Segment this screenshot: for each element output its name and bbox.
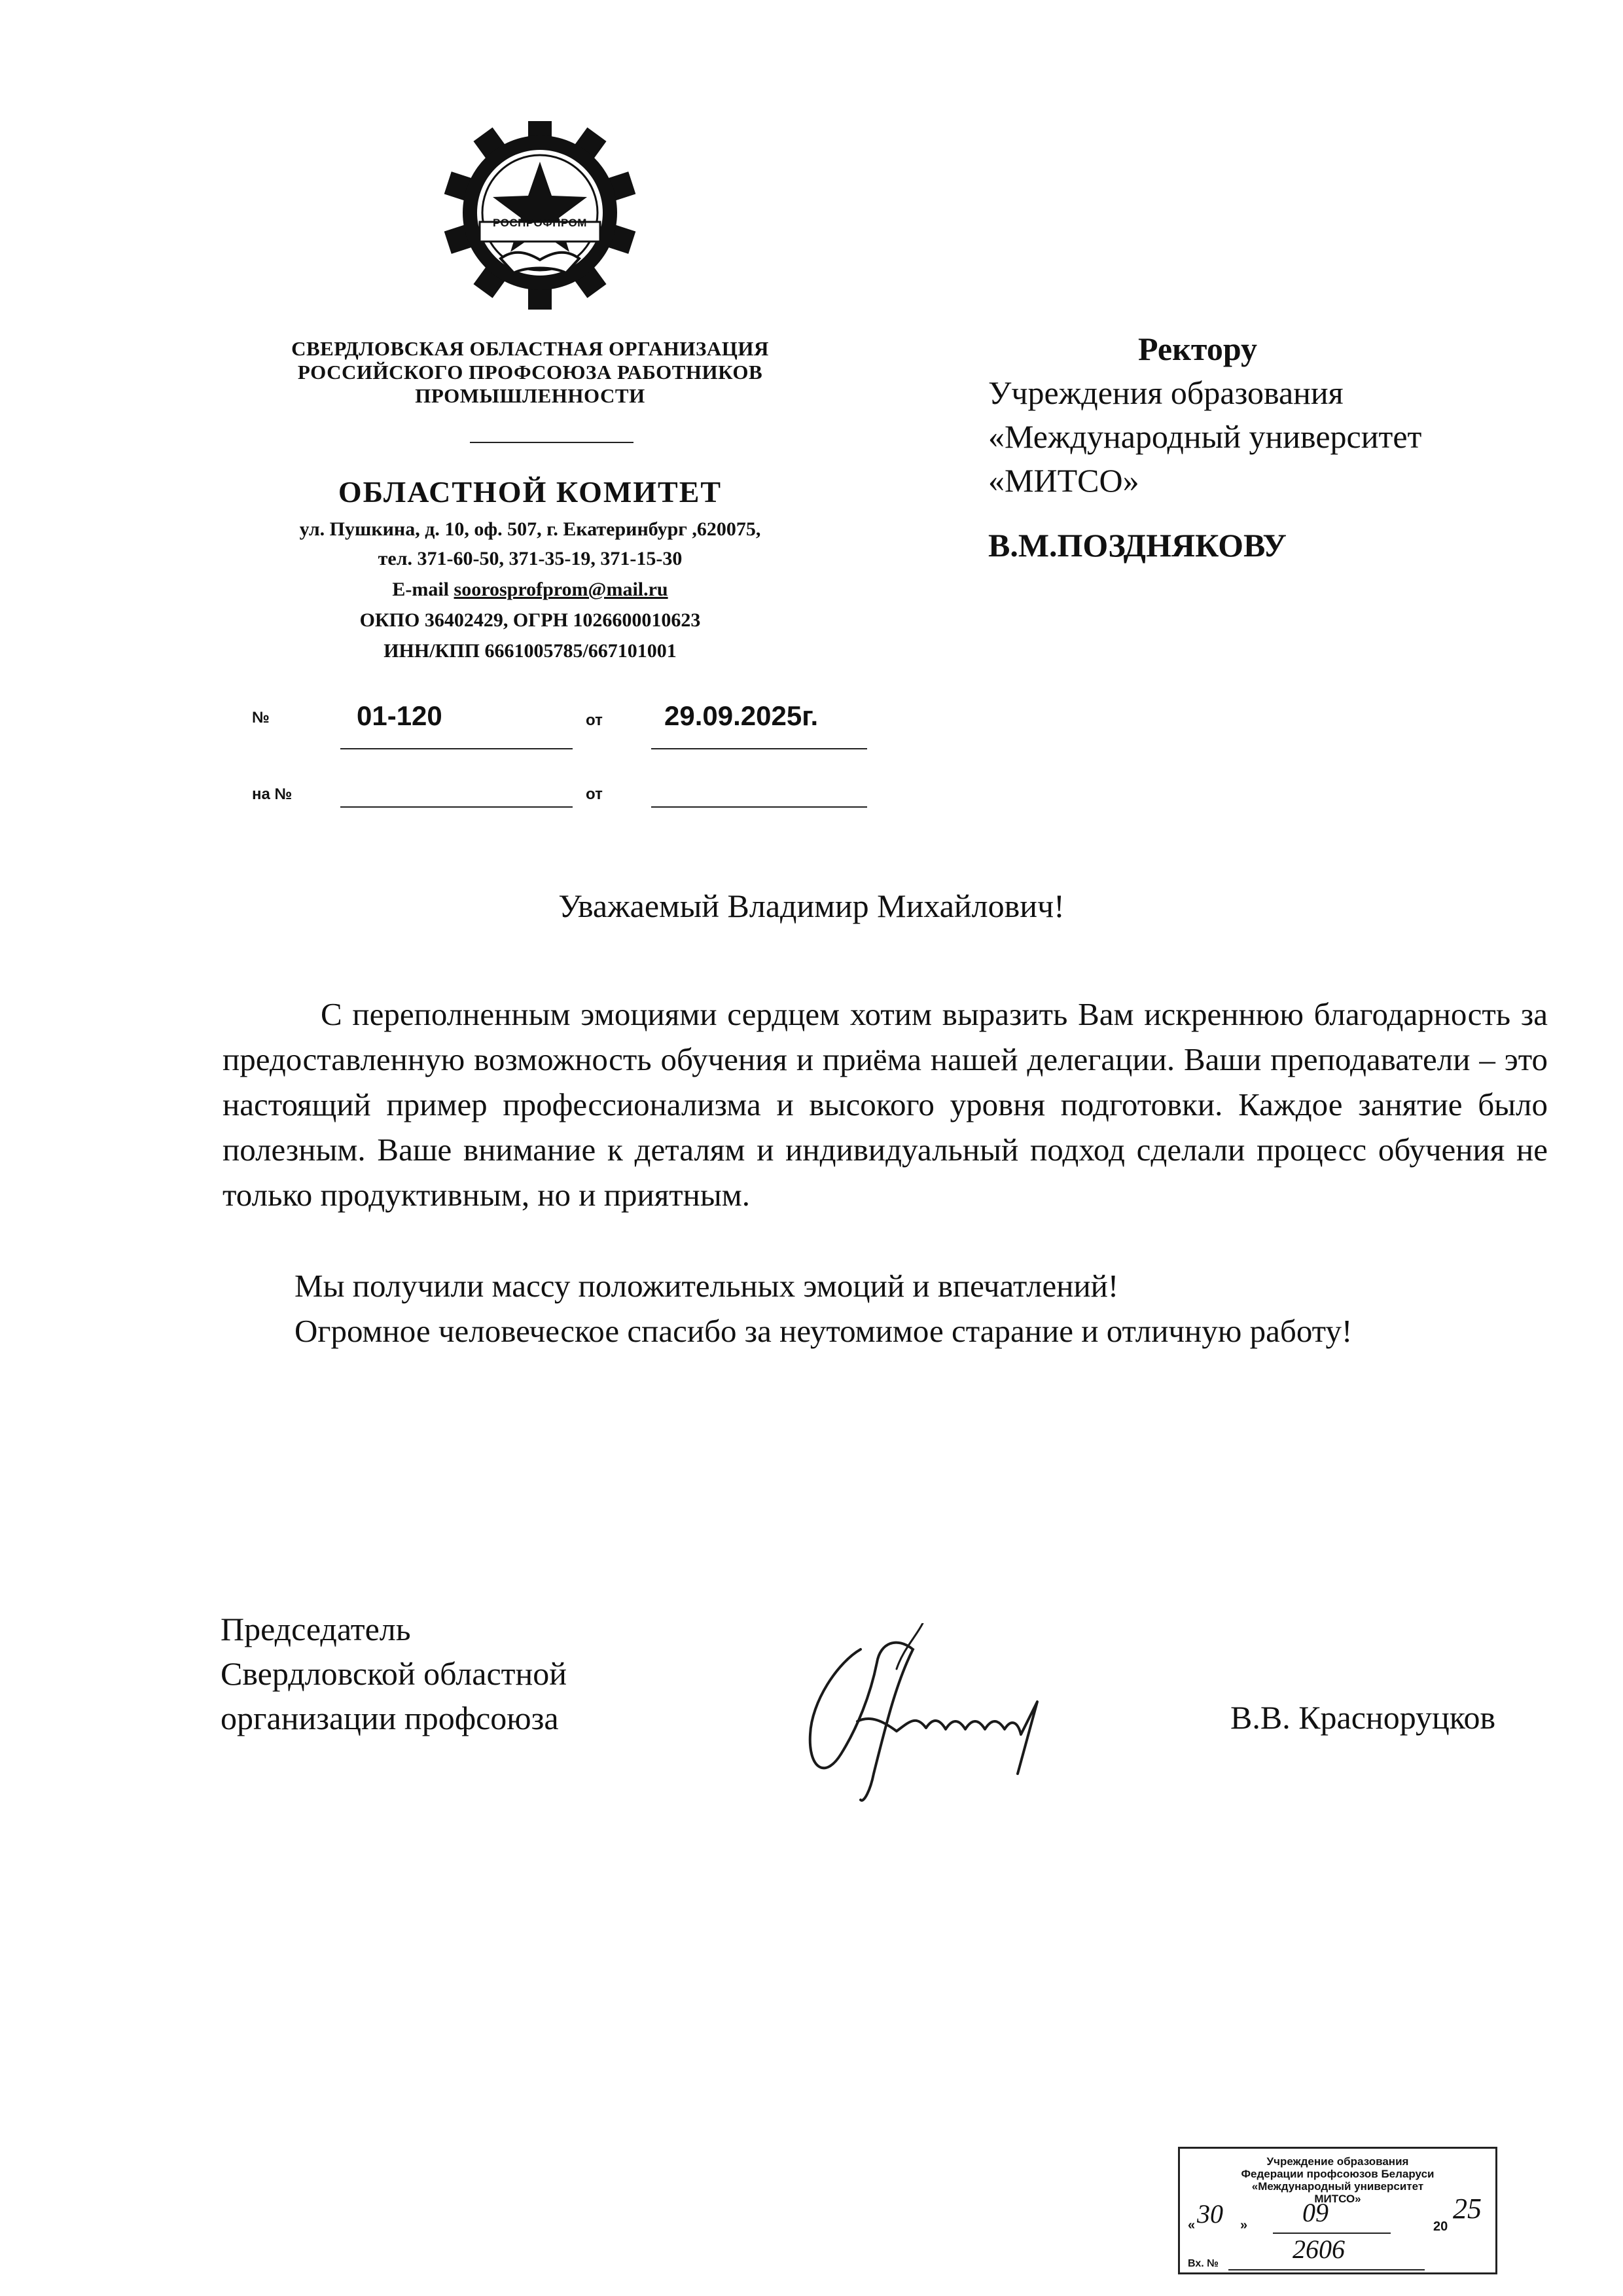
stamp-line: «Международный университет <box>1251 2180 1424 2193</box>
incoming-registration-stamp <box>1178 2147 1497 2274</box>
committee-title: ОБЛАСТНОЙ КОМИТЕТ <box>338 475 722 509</box>
email-link[interactable]: soorosprofprom@mail.ru <box>454 579 668 600</box>
reply-date-line <box>651 806 867 808</box>
logo-text: РОСПРОФПРОМ <box>493 217 587 229</box>
recipient-line: Учреждения образования <box>988 374 1344 411</box>
body-paragraph: Мы получили массу положительных эмоций и впечатлений! <box>294 1268 1119 1304</box>
stamp-in-number: 2606 <box>1293 2234 1345 2264</box>
stamp-in-row <box>1188 2234 1489 2272</box>
stamp-year: 25 <box>1453 2193 1482 2225</box>
recipient-title: Ректору <box>1138 331 1257 367</box>
doc-date: 29.09.2025г. <box>664 700 819 731</box>
header-divider <box>470 442 633 443</box>
reply-label: на № <box>252 785 293 803</box>
contact-block <box>209 514 851 666</box>
phones: тел. 371-60-50, 371-35-19, 371-15-30 <box>378 548 683 569</box>
reply-number-line <box>340 806 573 808</box>
signatory-name: В.В. Красноруцков <box>1230 1699 1496 1736</box>
org-name <box>209 337 851 408</box>
org-line: РОССИЙСКОГО ПРОФСОЮЗА РАБОТНИКОВ <box>297 361 763 384</box>
stamp-line: МИТСО» <box>1314 2193 1361 2205</box>
body-paragraph: С переполненным эмоциями сердцем хотим выразить Вам искреннюю благодарность за предоставленную возможность обучения и приёма нашей делегации. Ваши преподаватели – это настоящий пример профессионализма и высокого уровня подготовки. Каждое занятие было полезным. Ваше внимание к деталям и индивидуальный подход сделали процесс обучения не только продуктивным, но и приятным. <box>223 996 1548 1213</box>
date-label: от <box>586 711 603 729</box>
position-line: Свердловской областной <box>221 1655 567 1692</box>
position-line: организации профсоюза <box>221 1700 559 1736</box>
stamp-in-label: Вх. № <box>1188 2258 1219 2269</box>
stamp-month: 09 <box>1302 2198 1329 2227</box>
stamp-day: 30 <box>1197 2199 1223 2229</box>
date-underline <box>651 748 867 749</box>
number-underline <box>340 748 573 749</box>
recipient-line: «Международный университет <box>988 418 1422 455</box>
gear-star-handshake-emblem <box>435 121 645 311</box>
org-line: СВЕРДЛОВСКАЯ ОБЛАСТНАЯ ОРГАНИЗАЦИЯ <box>291 337 769 360</box>
email-label: E-mail <box>392 579 450 600</box>
greeting: Уважаемый Владимир Михайлович! <box>558 888 1065 924</box>
okpo-ogrn: ОКПО 36402429, ОГРН 1026600010623 <box>359 609 701 631</box>
number-label: № <box>252 709 270 726</box>
handwritten-signature <box>798 1623 1073 1813</box>
address: ул. Пушкина, д. 10, оф. 507, г. Екатеринбург ,620075, <box>299 518 761 540</box>
stamp-line: Учреждение образования <box>1266 2155 1409 2168</box>
org-logo <box>435 121 645 311</box>
signatory-position <box>221 1607 567 1740</box>
recipient-name: В.М.ПОЗДНЯКОВУ <box>988 527 1287 564</box>
email-line <box>209 574 851 605</box>
stamp-line: Федерации профсоюзов Беларуси <box>1241 2168 1435 2180</box>
recipient-block <box>988 327 1525 567</box>
stamp-date-row: « 30 » 09 20 25 <box>1188 2193 1482 2234</box>
recipient-line: «МИТСО» <box>988 462 1139 499</box>
reply-date-label: от <box>586 785 603 803</box>
position-line: Председатель <box>221 1611 411 1647</box>
doc-number: 01-120 <box>357 700 442 731</box>
org-line: ПРОМЫШЛЕННОСТИ <box>415 384 645 407</box>
stamp-year-prefix: 20 <box>1433 2219 1448 2234</box>
inn-kpp: ИНН/КПП 6661005785/667101001 <box>383 640 677 662</box>
body-paragraph: Огромное человеческое спасибо за неутомимое старание и отличную работу! <box>294 1313 1353 1349</box>
